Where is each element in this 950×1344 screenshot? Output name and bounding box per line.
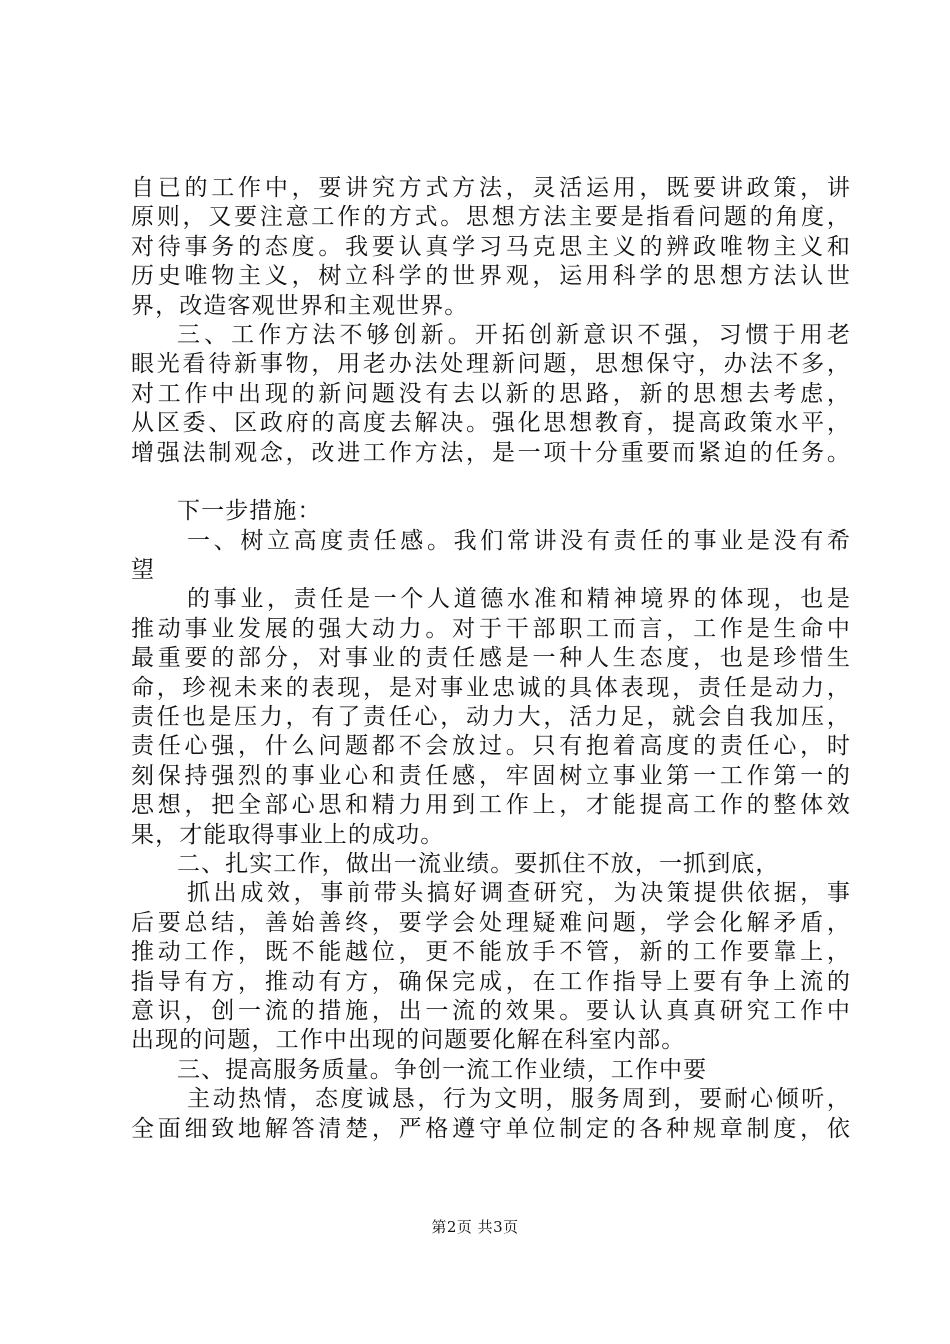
text-line: 的事业，责任是一个人道德水准和精神境界的体现，也是	[187, 586, 851, 613]
text-line: 历史唯物主义，树立科学的世界观，运用科学的思想方法认世	[131, 263, 851, 290]
page-number-footer: 第2页 共3页	[431, 1218, 519, 1236]
section-heading: 下一步措施：	[177, 498, 322, 525]
text-line: 主动热情，态度诚恳，行为文明，服务周到，要耐心倾听，	[187, 1086, 851, 1113]
text-line: 自已的工作中，要讲究方式方法，灵活运用，既要讲政策，讲	[131, 175, 851, 201]
text-line: 一、树立高度责任感。我们常讲没有责任的事业是没有希	[187, 527, 851, 554]
text-line: 出现的问题，工作中出现的问题要化解在科室内部。	[131, 1027, 686, 1054]
text-line: 刻保持强烈的事业心和责任感，牢固树立事业第一工作第一的	[131, 762, 851, 789]
text-line: 三、提高服务质量。争创一流工作业绩，工作中要	[177, 1056, 708, 1083]
text-line: 界，改造客观世界和主观世界。	[131, 292, 469, 319]
text-line: 望	[131, 557, 156, 584]
text-line: 眼光看待新事物，用老办法处理新问题，思想保守，办法不多，	[131, 351, 851, 378]
text-line: 二、扎实工作，做出一流业绩。要抓住不放，一抓到底，	[177, 850, 780, 877]
text-line: 最重要的部分，对事业的责任感是一种人生态度，也是珍惜生	[131, 645, 851, 672]
text-line: 推动事业发展的强大动力。对于干部职工而言，工作是生命中	[131, 615, 851, 642]
text-line: 推动工作，既不能越位，更不能放手不管，新的工作要靠上，	[131, 939, 851, 966]
text-line: 思想，把全部心思和精力用到工作上，才能提高工作的整体效	[131, 792, 851, 819]
text-line: 责任也是压力，有了责任心，动力大，活力足，就会自我加压，	[131, 704, 851, 731]
text-line: 抓出成效，事前带头搞好调查研究，为决策提供依据，事	[187, 880, 851, 907]
text-line: 后要总结，善始善终，要学会处理疑难问题，学会化解矛盾，	[131, 909, 851, 936]
text-line: 意识，创一流的措施，出一流的效果。要认认真真研究工作中	[131, 997, 851, 1024]
text-line: 果，才能取得事业上的成功。	[131, 821, 445, 848]
text-line: 责任心强，什么问题都不会放过。只有抱着高度的责任心，时	[131, 733, 851, 760]
text-line: 从区委、区政府的高度去解决。强化思想教育，提高政策水平，	[131, 410, 851, 437]
paragraph-gap	[131, 468, 851, 497]
text-line: 指导有方，推动有方，确保完成，在工作指导上要有争上流的	[131, 968, 851, 995]
document-body	[131, 174, 851, 1144]
text-line: 对待事务的态度。我要认真学习马克思主义的辨政唯物主义和	[131, 233, 851, 260]
text-line: 全面细致地解答清楚，严格遵守单位制定的各种规章制度，依	[131, 1115, 851, 1142]
text-line: 三、工作方法不够创新。开拓创新意识不强，习惯于用老	[177, 321, 851, 348]
text-line: 增强法制观念，改进工作方法，是一项十分重要而紧迫的任务。	[131, 439, 851, 466]
text-line: 对工作中出现的新问题没有去以新的思路，新的思想去考虑，	[131, 380, 851, 407]
text-line: 原则，又要注意工作的方式。思想方法主要是指看问题的角度，	[131, 204, 851, 231]
text-line: 命，珍视未来的表现，是对事业忠诚的具体表现，责任是动力，	[131, 674, 851, 701]
